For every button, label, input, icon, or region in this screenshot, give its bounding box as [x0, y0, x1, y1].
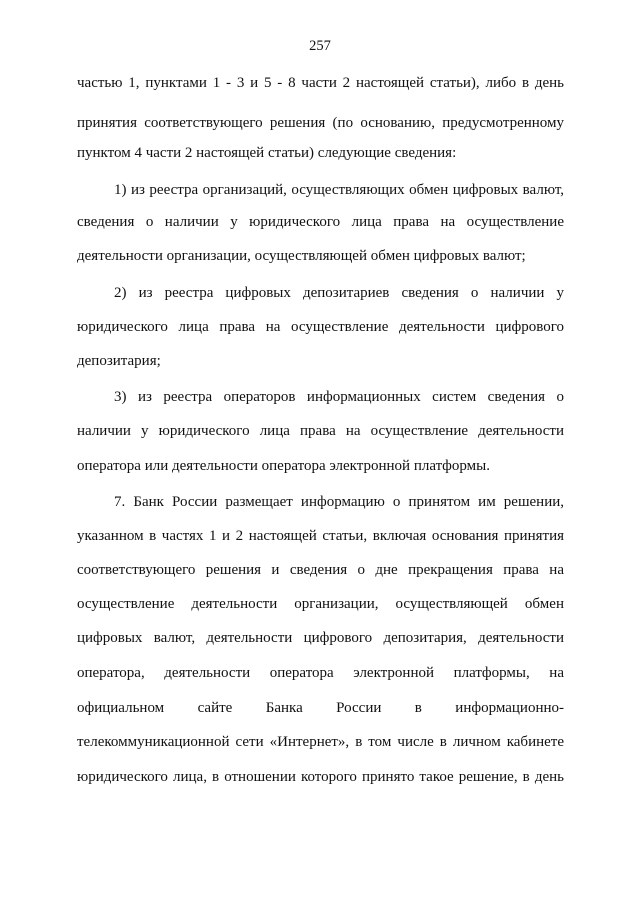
text-line: указанном в частях 1 и 2 настоящей статьи, включая основания принятия — [77, 528, 564, 544]
text-line: пунктом 4 части 2 настоящей статьи) следующие сведения: — [77, 145, 457, 161]
text-line: депозитария; — [77, 353, 161, 369]
text-line: соответствующего решения и сведения о дне прекращения права на — [77, 562, 564, 578]
text-line: цифровых валют, деятельности цифрового депозитария, деятельности — [77, 630, 564, 646]
text-line: 1) из реестра организаций, осуществляющих обмен цифровых валют, — [114, 182, 564, 198]
page-number: 257 — [309, 38, 331, 54]
text-line: 7. Банк России размещает информацию о принятом им решении, — [114, 494, 564, 510]
text-line: принятия соответствующего решения (по основанию, предусмотренному — [77, 115, 564, 131]
text-line: осуществление деятельности организации, осуществляющей обмен — [77, 596, 564, 612]
text-line: 2) из реестра цифровых депозитариев сведения о наличии у — [114, 285, 564, 301]
text-line: сведения о наличии у юридического лица права на осуществление — [77, 214, 564, 230]
text-line: 3) из реестра операторов информационных систем сведения о — [114, 389, 564, 405]
text-line: юридического лица, в отношении которого принято такое решение, в день — [77, 769, 564, 785]
text-line: официальном сайте Банка России в информационно- — [77, 700, 564, 716]
text-line: оператора, деятельности оператора электронной платформы, на — [77, 665, 564, 681]
text-line: частью 1, пунктами 1 - 3 и 5 - 8 части 2 настоящей статьи), либо в день — [77, 75, 564, 91]
text-line: деятельности организации, осуществляющей обмен цифровых валют; — [77, 248, 526, 264]
text-line: телекоммуникационной сети «Интернет», в том числе в личном кабинете — [77, 734, 564, 750]
text-line: юридического лица права на осуществление деятельности цифрового — [77, 319, 564, 335]
text-line: оператора или деятельности оператора электронной платформы. — [77, 458, 490, 474]
text-line: наличии у юридического лица права на осуществление деятельности — [77, 423, 564, 439]
